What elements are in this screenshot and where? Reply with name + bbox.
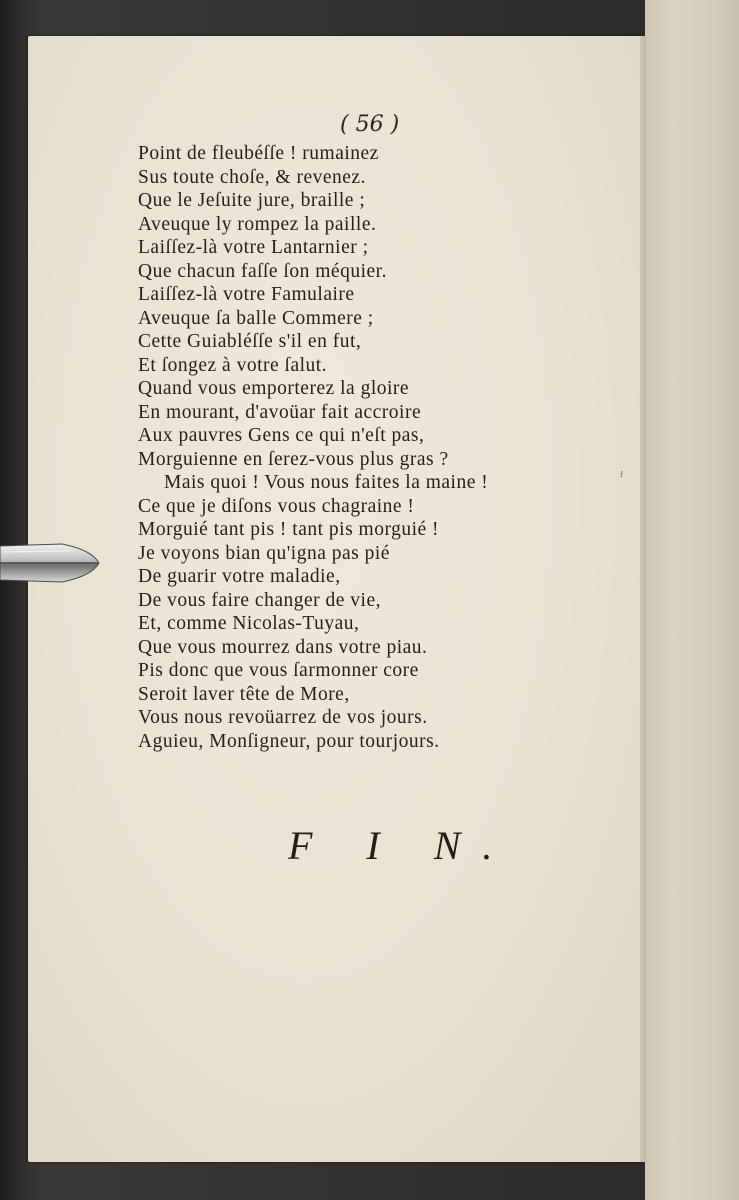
verse-line: Point de fleubéſſe ! rumainez (138, 143, 379, 164)
verse-line: Cette Guiabléſſe s'il en fut, (138, 331, 362, 352)
verse-line: Que vous mourrez dans votre piau. (138, 636, 428, 658)
verse-line: Sus toute choſe, & revenez. (138, 166, 366, 188)
verse-line: En mourant, d'avoüar fait accroire (138, 401, 422, 423)
verse-line: Et, comme Nicolas-Tuyau, (138, 613, 360, 634)
page-clip-icon (0, 536, 100, 590)
verse-line: Aveuque ly rompez la paille. (138, 213, 377, 235)
verse-line: Morguienne en ſerez-vous plus gras ? (138, 448, 449, 470)
verse-line: Laiſſez-là votre Lantarnier ; (138, 237, 369, 258)
page-edge (640, 36, 646, 1162)
verse-line: Que chacun faſſe ſon méquier. (138, 260, 387, 282)
margin-mark: ᶠ (620, 470, 623, 485)
verse-block (138, 142, 488, 753)
verse-line: Et ſongez à votre ſalut. (138, 354, 328, 376)
fin-heading: F I N. (288, 823, 515, 868)
adjacent-page (645, 0, 739, 1200)
verse-line: Pis donc que vous ſarmonner core (138, 660, 419, 681)
verse-line: Aux pauvres Gens ce qui n'eſt pas, (138, 425, 425, 446)
verse-line: De vous faire changer de vie, (138, 589, 381, 611)
page-number: ( 56 ) (340, 112, 400, 137)
verse-line: Ce que je diſons vous chagraine ! (138, 495, 415, 517)
verse-line: Aguieu, Monſigneur, pour tourjours. (138, 730, 440, 752)
verse-line: Morguié tant pis ! tant pis morguié ! (138, 519, 440, 540)
verse-line: Que le Jeſuite jure, braille ; (138, 190, 366, 211)
verse-line: Je voyons bian qu'igna pas pié (138, 542, 390, 564)
verse-line: Mais quoi ! Vous nous faites la maine ! (164, 472, 489, 493)
verse-line: Seroit laver tête de More, (138, 683, 350, 705)
verse-line: De guarir votre maladie, (138, 566, 341, 587)
verse-line: Aveuque ſa balle Commere ; (138, 307, 374, 329)
verse-line: Quand vous emporterez la gloire (138, 378, 410, 399)
verse-line: Laiſſez-là votre Famulaire (138, 284, 355, 305)
verse-line: Vous nous revoüarrez de vos jours. (138, 707, 428, 728)
